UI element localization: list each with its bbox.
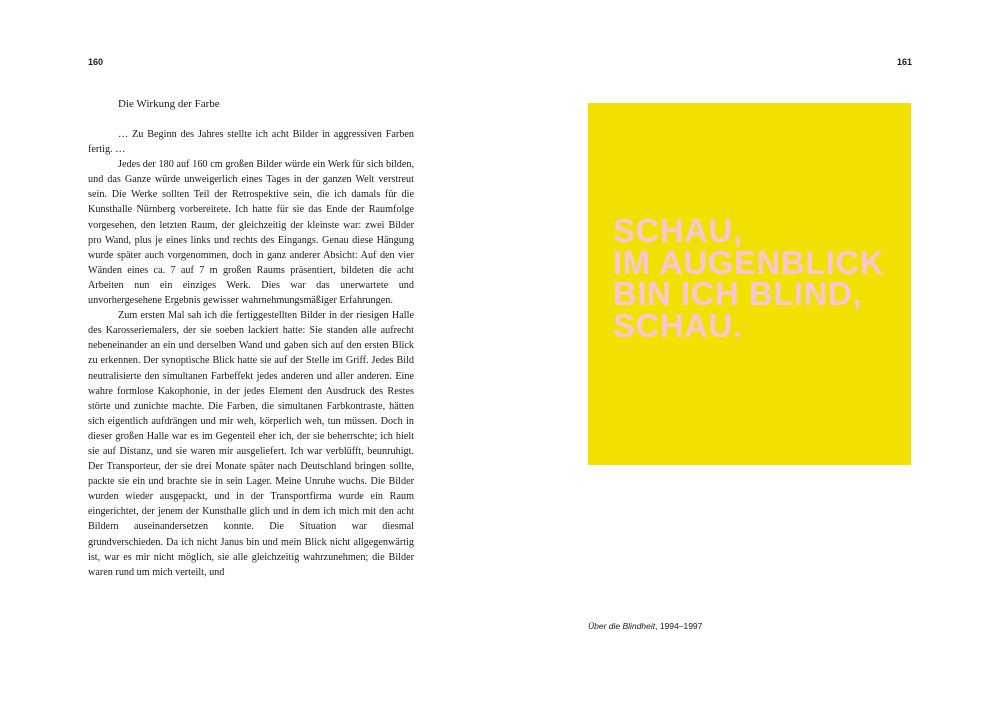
caption-title: Über die Blindheit bbox=[588, 621, 656, 631]
quote-line: BIN ICH BLIND, bbox=[613, 275, 862, 312]
caption bbox=[588, 621, 702, 631]
section-heading: Die Wirkung der Farbe bbox=[118, 98, 220, 110]
left-page-text bbox=[88, 98, 414, 580]
page-number-left: 160 bbox=[88, 57, 104, 67]
caption-year: , 1994–1997 bbox=[655, 621, 703, 631]
paragraph: Zum ersten Mal sah ich die fertiggestellten Bilder in der riesigen Halle des Karosseriemalers, der sie soeben lackiert hatte: Sie standen alle aufrecht nebeneinander an ein und derselben Wand und gaben sich auf den ersten Blick zu erkennen. Der synoptische Blick hatte sie auf der Stelle im Griff. Jedes Bild neutralisierte den simultanen Farbeffekt jedes anderen und aller anderen. Eine wahre formlose Kakophonie, in der jedes Element den Ausdruck des Restes störte und zunichte machte. Die Farben, die simultanen Farbkontraste, hätten sich eigentlich aufdrängen und mir weh, körperlich weh, tun müssen. Doch in dieser großen Halle war es im Gegenteil eher ich, der sie beherrschte; ich hielt sie auf Distanz, und sie waren mir ausgeliefert. Ich war verblüfft, beunruhigt. Der Transporteur, der sie drei Monate später nach Deutschland bringen sollte, packte sie ein und brachte sie in sein Lager. Meine Unruhe wuchs. Die Bilder wurden wieder ausgepackt, und in der Transportfirma wurde ein Raum eingerichtet, der jenem der Kunsthalle glich und in dem ich mich mit den acht Bildern auseinandersetzen konnte. Die Situation war diesmal grundverschieden. Da ich nicht Janus bin und mein Blick nicht allgegenwärtig ist, war es mir nicht möglich, sie alle gleichzeitig wahrzunehmen; die Bilder waren rund um mich verteilt, und bbox=[88, 310, 414, 578]
paragraph: Jedes der 180 auf 160 cm großen Bilder würde ein Werk für sich bilden, und das Ganze würde unweigerlich eines Tages in der ganzen Welt verstreut sein. Die Werke sollten Teil der Retrospektive sein, die ich damals für die Kunsthalle Nürnberg vorbereitete. Ich hatte für sie das Ende der Raumfolge vorgesehen, den letzten Raum, der gleichzeitig der kleinste war: zwei Bilder pro Wand, plus je eines links und rechts des Eingangs. Genau diese Hängung wurde später auch vorgenommen, doch in ganz anderer Absicht: Auf den vier Wänden eines ca. 7 auf 7 m großen Raums präsentiert, bildeten die acht Arbeiten nun ein einziges Werk. Dies war das unerwartete und unvorhergesehene Ergebnis gewisser wahrnehmungsmäßiger Erfahrungen. bbox=[88, 159, 414, 307]
yellow-quote-block bbox=[588, 103, 911, 465]
paragraph: … Zu Beginn des Jahres stellte ich acht Bilder in aggressiven Farben fertig. … bbox=[88, 129, 414, 156]
quote-line: SCHAU. bbox=[613, 306, 743, 344]
body-text bbox=[88, 127, 414, 580]
page-number-right: 161 bbox=[897, 57, 913, 67]
quote-line: SCHAU, bbox=[613, 212, 743, 249]
pull-quote bbox=[613, 212, 885, 344]
quote-line: IM AUGENBLICK bbox=[613, 243, 885, 281]
